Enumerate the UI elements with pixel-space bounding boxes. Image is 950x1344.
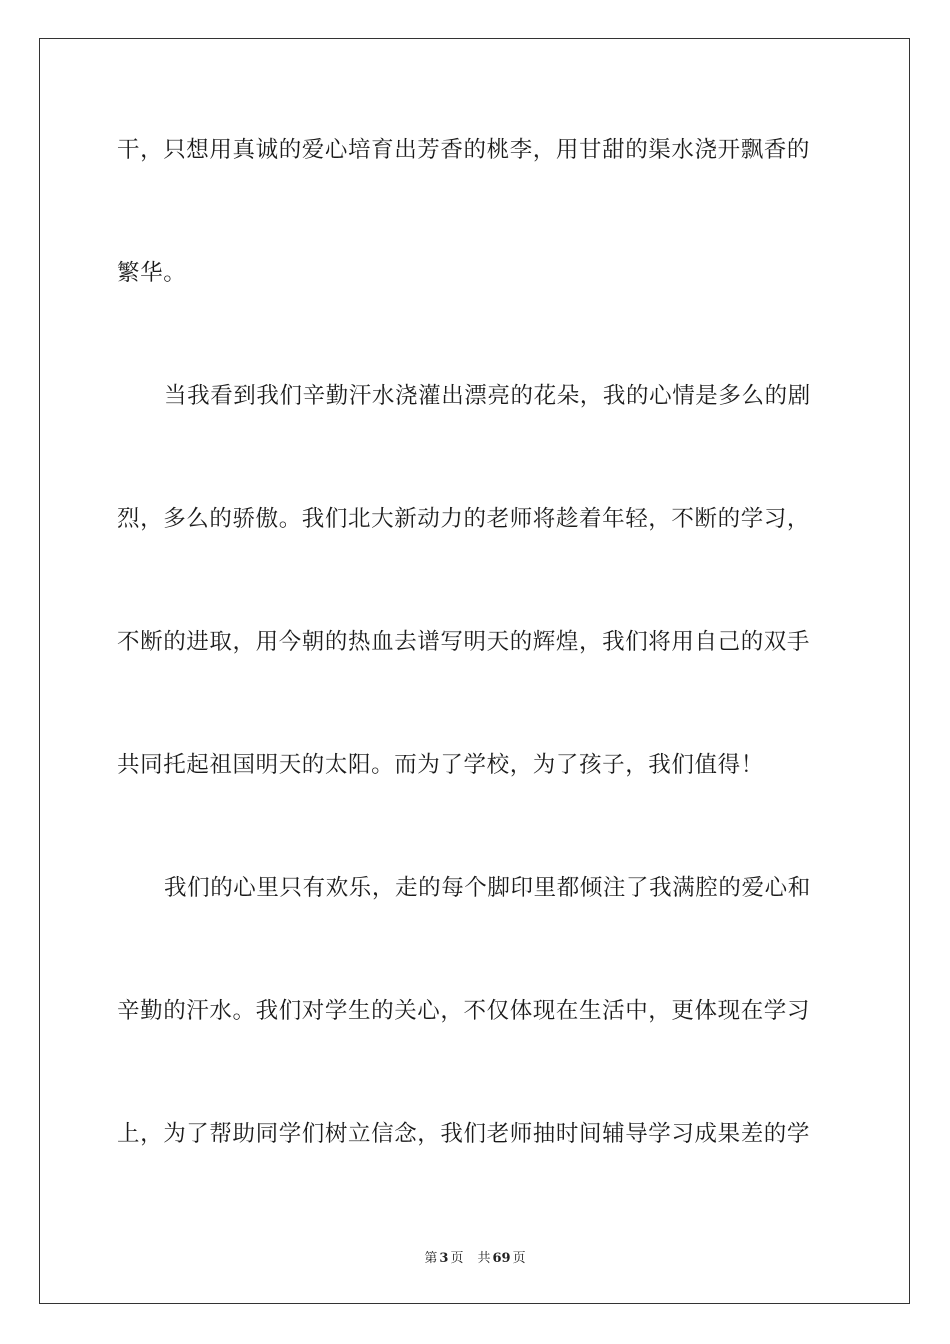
text-line-8: 辛勤的汗水。我们对学生的关心，不仅体现在生活中，更体现在学习 <box>117 998 811 1024</box>
page-suffix: 页 <box>450 1251 464 1266</box>
total-pages: 69 <box>492 1251 511 1266</box>
total-suffix: 页 <box>512 1251 526 1266</box>
page-number: 3 <box>439 1251 449 1266</box>
text-line-9: 上，为了帮助同学们树立信念，我们老师抽时间辅导学习成果差的学 <box>117 1121 811 1147</box>
page-footer <box>0 1247 950 1266</box>
text-line-2: 繁华。 <box>117 260 187 286</box>
text-line-4: 烈，多么的骄傲。我们北大新动力的老师将趁着年轻，不断的学习， <box>117 506 811 532</box>
text-line-7: 我们的心里只有欢乐，走的每个脚印里都倾注了我满腔的爱心和 <box>164 875 811 901</box>
text-line-3: 当我看到我们辛勤汗水浇灌出漂亮的花朵，我的心情是多么的剧 <box>164 383 811 409</box>
text-line-1: 干，只想用真诚的爱心培育出芳香的桃李，用甘甜的渠水浇开飘香的 <box>117 137 811 163</box>
page-prefix: 第 <box>424 1251 438 1266</box>
total-prefix: 共 <box>477 1251 491 1266</box>
page-border <box>39 38 910 1304</box>
text-line-6: 共同托起祖国明天的太阳。而为了学校，为了孩子，我们值得！ <box>117 752 764 778</box>
text-line-5: 不断的进取，用今朝的热血去谱写明天的辉煌，我们将用自己的双手 <box>117 629 811 655</box>
